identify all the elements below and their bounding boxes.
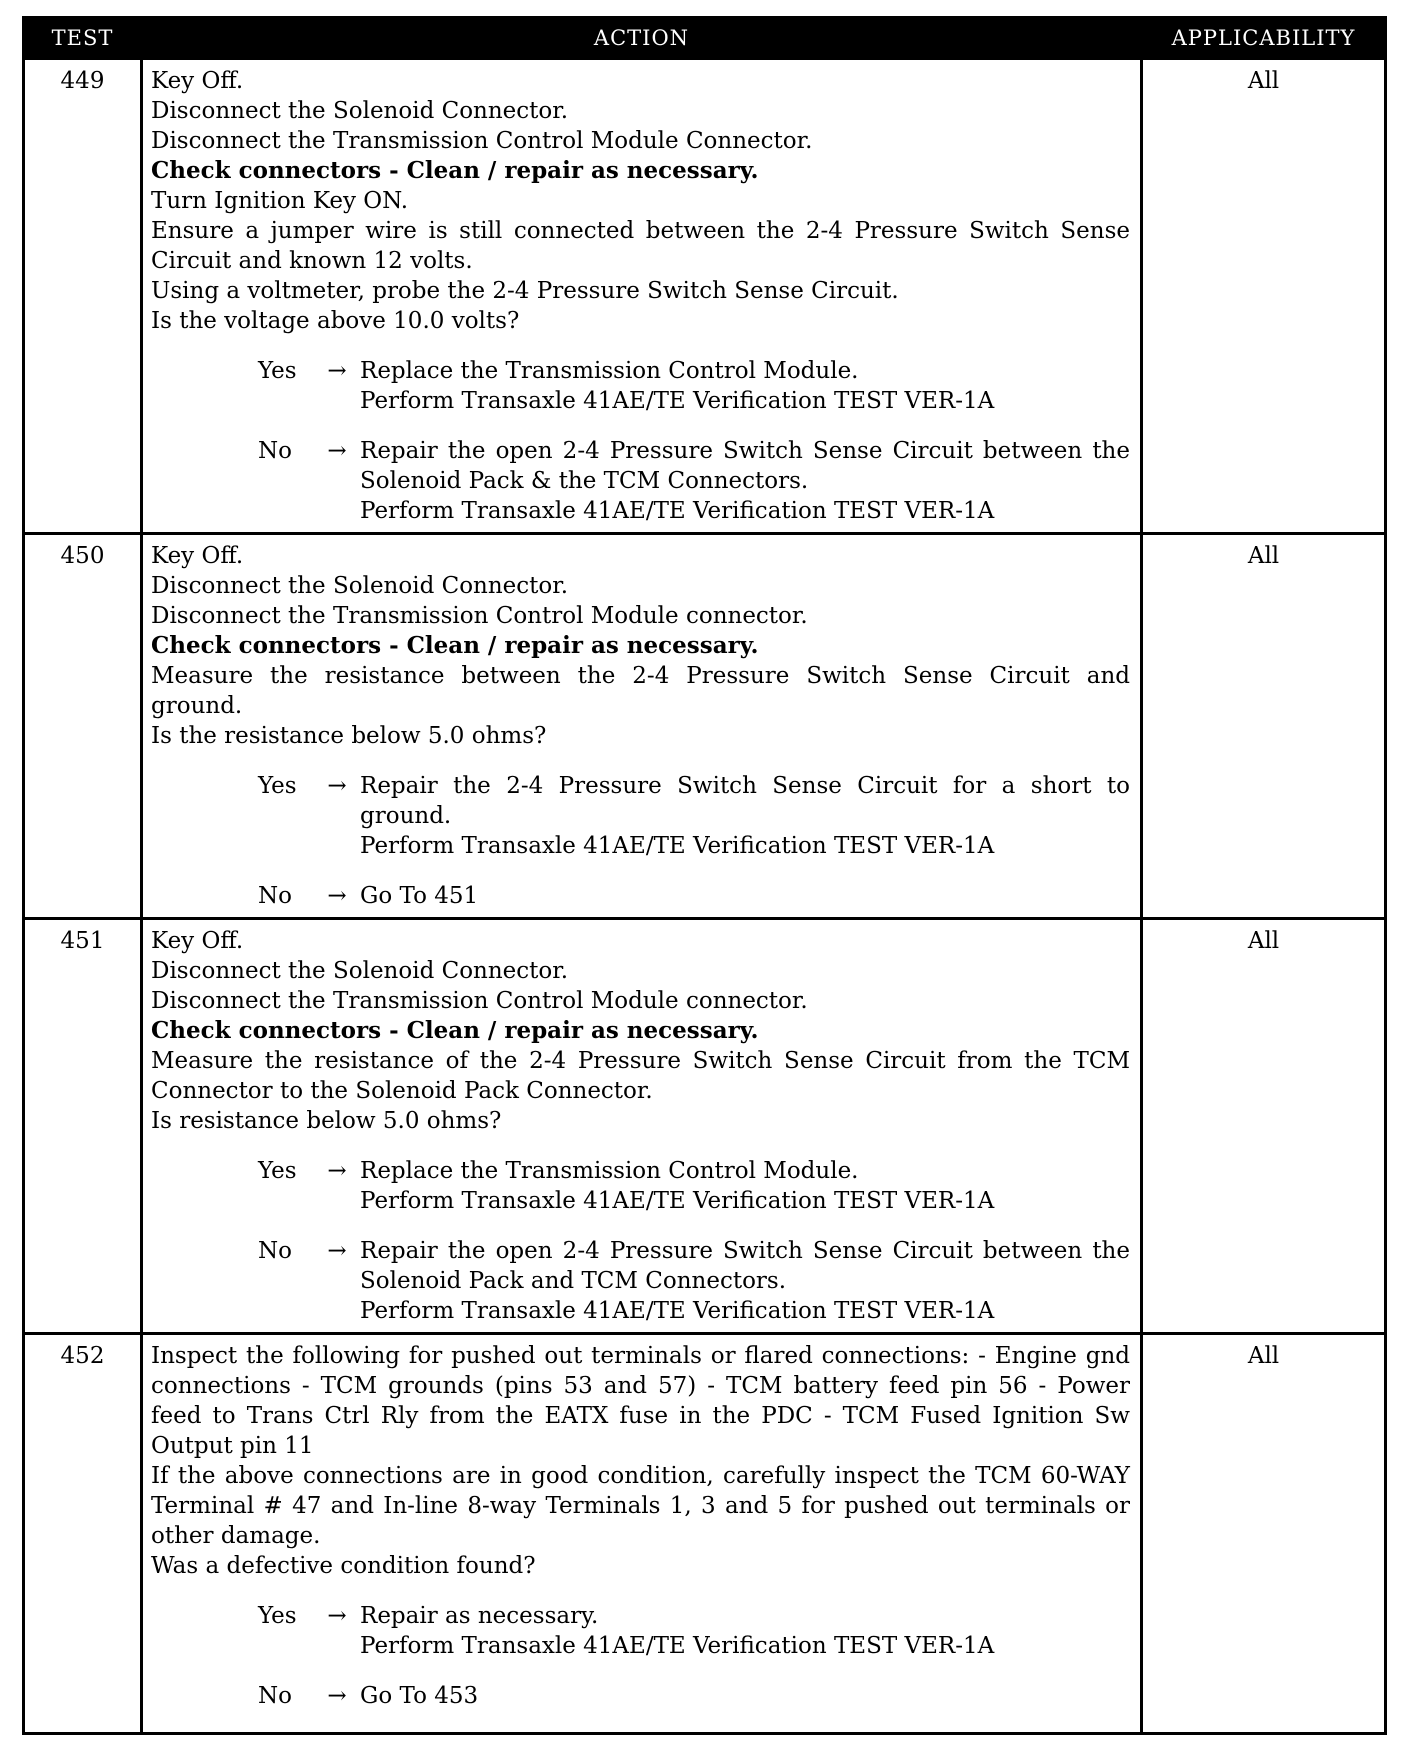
action-step: Disconnect the Solenoid Connector. bbox=[151, 573, 569, 599]
action-step: Using a voltmeter, probe the 2-4 Pressure Switch Sense Circuit. bbox=[151, 278, 899, 304]
response-key: No bbox=[258, 1238, 292, 1264]
action-cell bbox=[142, 534, 1142, 919]
response-key: Yes bbox=[258, 1603, 297, 1629]
header-applicability: APPLICABILITY bbox=[1142, 18, 1386, 59]
action-step: Turn Ignition Key ON. bbox=[151, 188, 409, 214]
response-line: Perform Transaxle 41AE/TE Verification TEST VER-1A bbox=[360, 1298, 995, 1324]
response-no bbox=[258, 881, 1130, 911]
action-step: Disconnect the Solenoid Connector. bbox=[151, 958, 569, 984]
action-step: Is the resistance below 5.0 ohms? bbox=[151, 723, 547, 749]
response-yes bbox=[258, 1601, 1130, 1661]
table-header-row bbox=[24, 18, 1386, 59]
test-row bbox=[24, 1334, 1386, 1734]
response-line: Perform Transaxle 41AE/TE Verification TEST VER-1A bbox=[360, 388, 995, 414]
test-row bbox=[24, 534, 1386, 919]
action-step: Measure the resistance between the 2-4 Pressure Switch Sense Circuit and ground. bbox=[151, 663, 1130, 719]
response-no bbox=[258, 1236, 1130, 1326]
response-line: Perform Transaxle 41AE/TE Verification TEST VER-1A bbox=[360, 1633, 995, 1659]
action-step: Key Off. bbox=[151, 928, 244, 954]
action-step: Disconnect the Transmission Control Module connector. bbox=[151, 603, 808, 629]
applicability-value: All bbox=[1142, 534, 1386, 919]
response-key: Yes bbox=[258, 773, 297, 799]
response-line: Replace the Transmission Control Module. bbox=[360, 358, 859, 384]
arrow-right-icon: → bbox=[327, 1238, 347, 1264]
response-line: Repair the open 2-4 Pressure Switch Sense Circuit between the Solenoid Pack & the TCM Connectors. bbox=[360, 438, 1130, 494]
header-test: TEST bbox=[24, 18, 142, 59]
arrow-right-icon: → bbox=[327, 358, 347, 384]
diagnostic-test-table bbox=[22, 16, 1384, 1735]
action-step: Disconnect the Transmission Control Module Connector. bbox=[151, 128, 813, 154]
test-number: 452 bbox=[24, 1334, 142, 1734]
response-key: Yes bbox=[258, 358, 297, 384]
applicability-value: All bbox=[1142, 919, 1386, 1334]
response-key: No bbox=[258, 1683, 292, 1709]
action-step: Key Off. bbox=[151, 68, 244, 94]
action-step: Is the voltage above 10.0 volts? bbox=[151, 308, 520, 334]
response-line: Repair the open 2-4 Pressure Switch Sense Circuit between the Solenoid Pack and TCM Connectors. bbox=[360, 1238, 1130, 1294]
arrow-right-icon: → bbox=[327, 438, 347, 464]
response-line: Go To 451 bbox=[360, 883, 479, 909]
action-step: Was a defective condition found? bbox=[151, 1553, 536, 1579]
test-row bbox=[24, 59, 1386, 534]
action-step: Check connectors - Clean / repair as necessary. bbox=[151, 1017, 759, 1044]
action-step: Check connectors - Clean / repair as necessary. bbox=[151, 632, 759, 659]
test-number: 451 bbox=[24, 919, 142, 1334]
response-text bbox=[360, 1601, 1130, 1661]
arrow-right-icon: → bbox=[327, 773, 347, 799]
action-step: Measure the resistance of the 2-4 Pressure Switch Sense Circuit from the TCM Connector to the Solenoid Pack Connector. bbox=[151, 1048, 1130, 1104]
test-row bbox=[24, 919, 1386, 1334]
action-step: Ensure a jumper wire is still connected between the 2-4 Pressure Switch Sense Circuit and known 12 volts. bbox=[151, 218, 1130, 274]
response-line: Go To 453 bbox=[360, 1683, 479, 1709]
action-step: Key Off. bbox=[151, 543, 244, 569]
test-table bbox=[22, 16, 1387, 1735]
response-no bbox=[258, 1681, 1130, 1711]
response-no bbox=[258, 436, 1130, 526]
action-step: Inspect the following for pushed out terminals or flared connections: - Engine gnd connections - TCM grounds (pins 53 and 57) - TCM battery feed pin 56 - Power feed to Trans Ctrl Rly from the EATX fuse in the PDC - TCM Fused Ignition Sw Output pin 11 bbox=[151, 1343, 1130, 1459]
action-step: Disconnect the Transmission Control Module connector. bbox=[151, 988, 808, 1014]
response-line: Perform Transaxle 41AE/TE Verification TEST VER-1A bbox=[360, 833, 995, 859]
action-step: If the above connections are in good condition, carefully inspect the TCM 60-WAY Terminal # 47 and In-line 8-way Terminals 1, 3 and 5 for pushed out terminals or other damage. bbox=[151, 1463, 1130, 1549]
response-text bbox=[360, 1681, 1130, 1711]
action-step: Is resistance below 5.0 ohms? bbox=[151, 1108, 502, 1134]
response-key: No bbox=[258, 883, 292, 909]
response-text bbox=[360, 881, 1130, 911]
action-step: Check connectors - Clean / repair as necessary. bbox=[151, 157, 759, 184]
action-cell bbox=[142, 919, 1142, 1334]
arrow-right-icon: → bbox=[327, 883, 347, 909]
response-line: Replace the Transmission Control Module. bbox=[360, 1158, 859, 1184]
response-text bbox=[360, 436, 1130, 526]
action-step: Disconnect the Solenoid Connector. bbox=[151, 98, 569, 124]
header-action: ACTION bbox=[142, 18, 1142, 59]
response-yes bbox=[258, 771, 1130, 861]
response-text bbox=[360, 1236, 1130, 1326]
response-line: Perform Transaxle 41AE/TE Verification TEST VER-1A bbox=[360, 498, 995, 524]
action-cell bbox=[142, 59, 1142, 534]
response-text bbox=[360, 771, 1130, 861]
response-text bbox=[360, 1156, 1130, 1216]
arrow-right-icon: → bbox=[327, 1603, 347, 1629]
response-line: Repair the 2-4 Pressure Switch Sense Circuit for a short to ground. bbox=[360, 773, 1130, 829]
applicability-value: All bbox=[1142, 1334, 1386, 1734]
applicability-value: All bbox=[1142, 59, 1386, 534]
test-number: 450 bbox=[24, 534, 142, 919]
response-line: Repair as necessary. bbox=[360, 1603, 599, 1629]
action-cell bbox=[142, 1334, 1142, 1734]
response-yes bbox=[258, 356, 1130, 416]
arrow-right-icon: → bbox=[327, 1158, 347, 1184]
response-yes bbox=[258, 1156, 1130, 1216]
response-text bbox=[360, 356, 1130, 416]
response-key: Yes bbox=[258, 1158, 297, 1184]
response-line: Perform Transaxle 41AE/TE Verification TEST VER-1A bbox=[360, 1188, 995, 1214]
test-number: 449 bbox=[24, 59, 142, 534]
response-key: No bbox=[258, 438, 292, 464]
arrow-right-icon: → bbox=[327, 1683, 347, 1709]
